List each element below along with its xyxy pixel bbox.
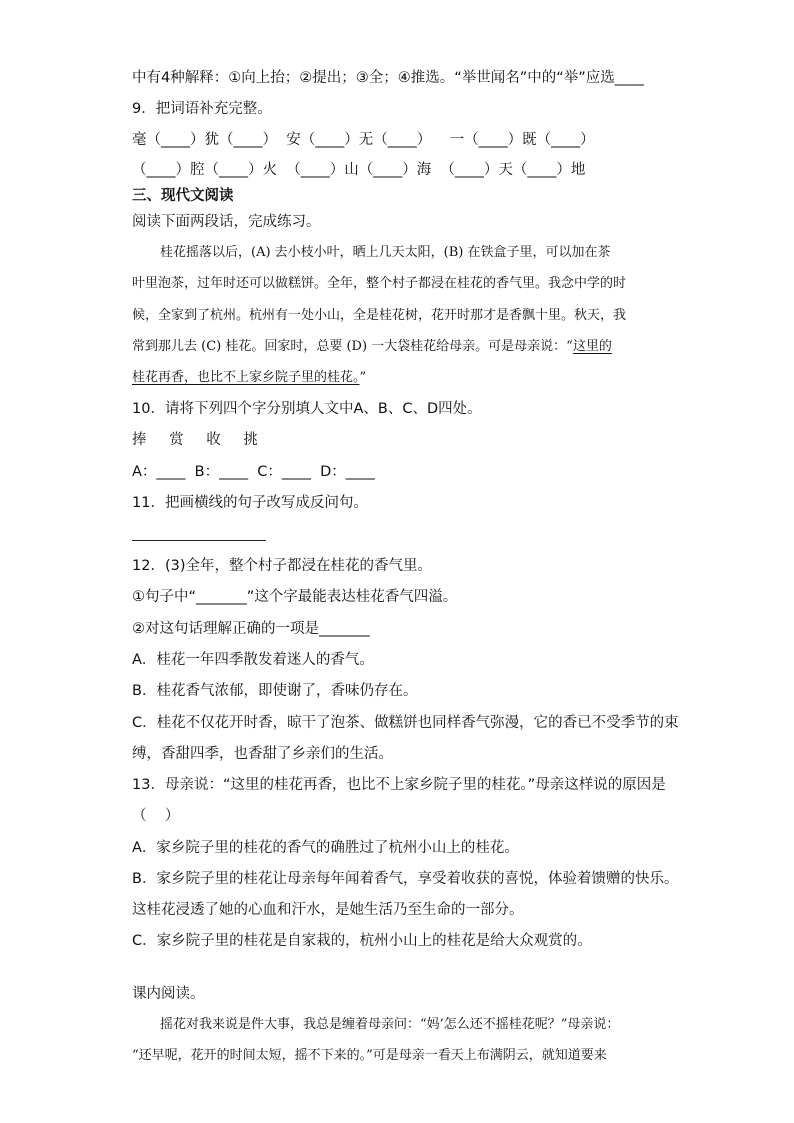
q10-answers: A：____ B：____ C：____ D：____ [132,464,375,480]
q13-option-a: A．家乡院子里的桂花的香气的确胜过了杭州小山上的桂花。 [132,840,519,856]
q10-char-2: 赏 [169,432,184,448]
q9-row2: （____）腔（____）火 （____）山（____）海 （____）天（____）地 [132,162,586,178]
q12-title: 12．(3)全年，整个村子都浸在桂花的香气里。 [132,558,432,574]
section3-instruction: 阅读下面两段话，完成练习。 [132,214,321,230]
q8-tail: 中有4种解释：①向上抬；②提出；③全；④推选。“举世闻名”中的“举”应选____ [132,70,644,86]
q11-answer-line [132,540,266,541]
q9-row1: 毫（____）犹（____） 安（____）无（____） 一（____）既（____） [132,132,595,148]
reading2-line-1: 摇花对我来说是件大事，我总是缠着母亲问：“妈’怎么还不摇桂花呢？”母亲说： [160,1017,620,1032]
q10-title: 10．请将下列四个字分别填人文中A、B、C、D四处。 [132,401,482,417]
q13-title: 13．母亲说：“这里的桂花再香，也比不上家乡院子里的桂花。”母亲这样说的原因是 [132,777,666,793]
q12-option-b: B．桂花香气浓郁，即使谢了，香味仍存在。 [132,683,418,699]
q12-option-c-line2: 缚，香甜四季，也香甜了乡亲们的生活。 [132,746,393,762]
q12-option-a: A．桂花一年四季散发着迷人的香气。 [132,652,374,668]
q12-sub1: ①句子中“_______”这个字最能表达桂花香气四溢。 [132,589,458,605]
q12-option-c-line1: C．桂花不仅花开时香，晾干了泡茶、做糕饼也同样香气弥漫，它的香已不受季节的束 [132,715,679,731]
q13-option-b-line2: 这桂花浸透了她的心血和汗水，是她生活乃至生命的一部分。 [132,902,524,918]
passage-line-5 [132,368,366,388]
q12-sub2: ②对这句话理解正确的一项是_______ [132,621,370,637]
reading2-title: 课内阅读。 [132,986,205,1002]
passage-end-quote: ” [359,370,367,385]
q13-option-b-line1: B．家乡院子里的桂花让母亲每年闻着香气，享受着收获的喜悦，体验着馈赠的快乐。 [132,871,679,887]
q10-chars [132,430,258,450]
q13-paren: （ ） [132,808,180,824]
section3-title: 三、现代文阅读 [132,188,234,204]
passage-line-1: 桂花摇落以后，(A) 去小枝小叶，晒上几天太阳，(B) 在铁盒子里，可以加在茶 [160,245,611,260]
q11-title: 11．把画横线的句子改写成反问句。 [132,495,368,511]
underlined-sentence-part1: 这里的 [572,339,612,354]
passage-line-3: 候，全家到了杭州。杭州有一处小山，全是桂花树，花开时那才是香飘十里。秋天，我 [132,308,627,323]
q13-option-c: C．家乡院子里的桂花是自家栽的，杭州小山上的桂花是给大众观赏的。 [132,933,592,949]
q10-char-1: 捧 [132,432,147,448]
passage-line-2: 叶里泡茶，过年时还可以做糕饼。全年，整个村子都浸在桂花的香气里。我念中学的时 [132,276,627,291]
q10-char-3: 收 [206,432,221,448]
q9-title: 9．把词语补充完整。 [132,101,272,117]
underlined-sentence-part2: 桂花再香，也比不上家乡院子里的桂花。 [132,370,360,385]
reading2-line-2: “还早呢，花开的时间太短，摇不下来的。”可是母亲一看天上布满阴云，就知道要来 [132,1048,607,1063]
passage-line-4 [132,337,612,357]
passage-line-4-text: 常到那儿去 (C) 桂花。回家时，总要 (D) 一大袋桂花给母亲。可是母亲说：“ [132,339,573,354]
q10-char-4: 挑 [243,432,258,448]
